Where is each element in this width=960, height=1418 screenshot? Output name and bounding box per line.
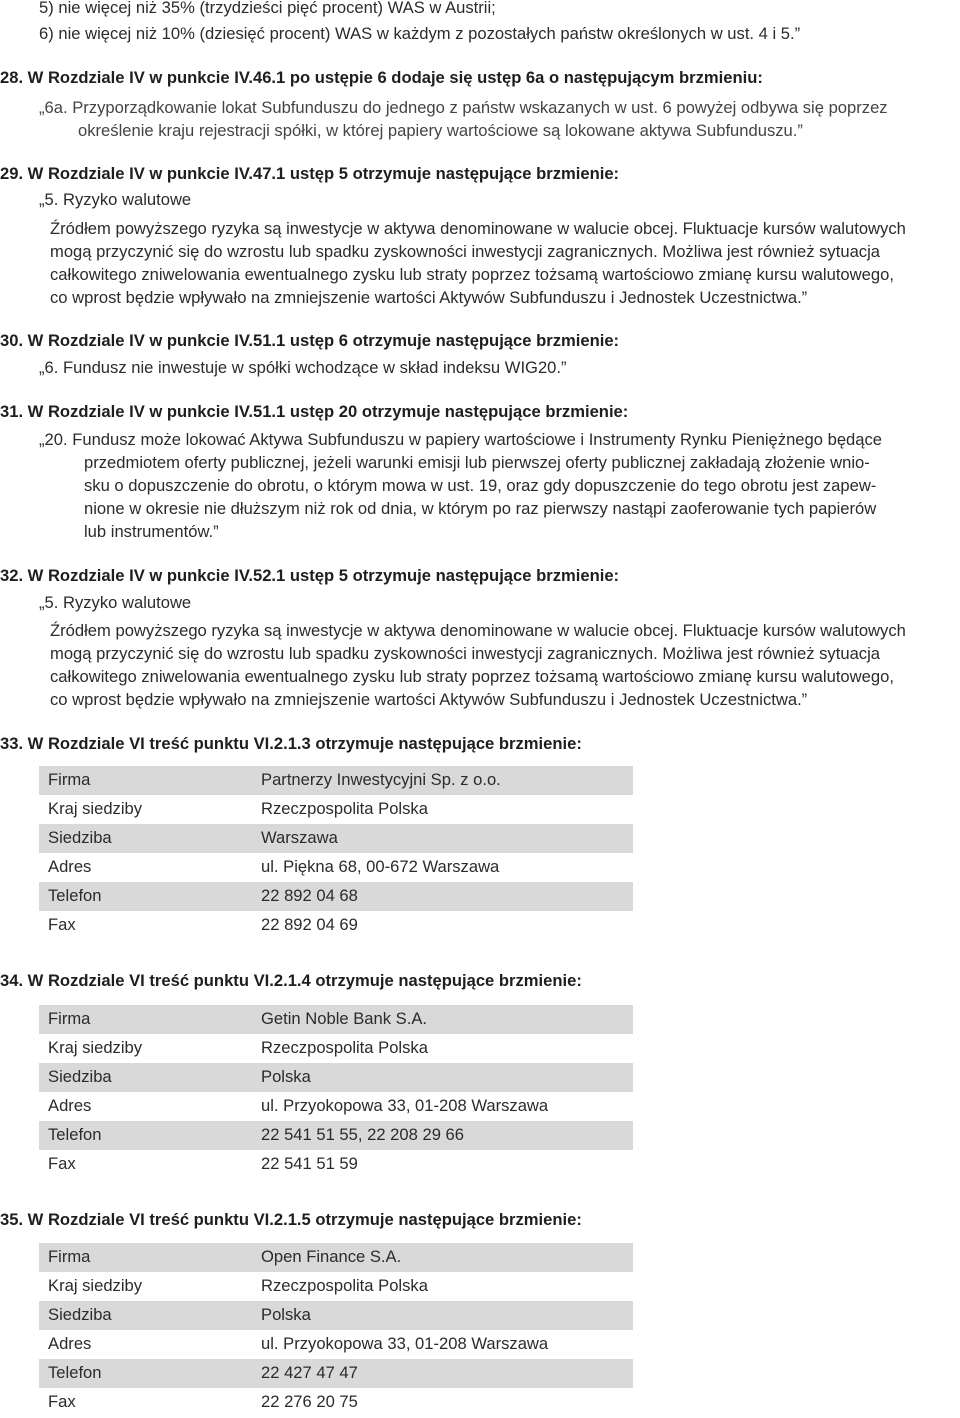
row-value: Polska (261, 1067, 311, 1086)
table-row (39, 795, 633, 824)
row-value: Rzeczpospolita Polska (261, 1038, 428, 1057)
section-32-line-1: Źródłem powyższego ryzyka są inwestycje w aktywa denominowane w walucie obcej. Fluktuacje kursów walutowych (50, 621, 906, 640)
row-value: 22 892 04 68 (261, 886, 358, 905)
table-row (39, 853, 633, 882)
section-30-text: „6. Fundusz nie inwestuje w spółki wchodzące w skład indeksu WIG20.” (39, 358, 567, 377)
row-label: Adres (48, 1096, 92, 1115)
section-32-line-3: całkowitego zniwelowania ewentualnego zysku lub straty poprzez tożsamą wartościowo zmianę kursu walutowego, (50, 667, 894, 686)
row-value: 22 427 47 47 (261, 1363, 358, 1382)
section-28-line-2: określenie kraju rejestracji spółki, w której papiery wartościowe są lokowane aktywa Subfunduszu.” (78, 121, 803, 140)
table-row (39, 1330, 633, 1359)
table-row (39, 1272, 633, 1301)
section-29-line-1: Źródłem powyższego ryzyka są inwestycje w aktywa denominowane w walucie obcej. Fluktuacje kursów walutowych (50, 219, 906, 238)
section-34-table (39, 1005, 633, 1179)
row-label: Siedziba (48, 1067, 112, 1086)
section-31-line-4: nione w okresie nie dłuższym niż rok od dnia, w którym po raz pierwszy nastąpi zaoferowanie tych papierów (84, 499, 877, 518)
section-31-heading: 31. W Rozdziale IV w punkcie IV.51.1 ustęp 20 otrzymuje następujące brzmienie: (0, 402, 629, 421)
section-29-line-2: mogą przyczynić się do wzrostu lub spadku zyskowności inwestycji zagranicznych. Możliwa jest również sytuacja (50, 242, 881, 261)
section-29-line-4: co wprost będzie wpływało na zmniejszenie wartości Aktywów Subfunduszu i Jednostek Uczestnictwa.” (50, 288, 808, 307)
section-29-subheading: „5. Ryzyko walutowe (39, 190, 192, 209)
section-28-heading: 28. W Rozdziale IV w punkcie IV.46.1 po ustępie 6 dodaje się ustęp 6a o następującym brzmieniu: (0, 68, 763, 87)
row-label: Fax (48, 915, 76, 934)
table-row (39, 766, 633, 795)
section-29-heading: 29. W Rozdziale IV w punkcie IV.47.1 ustęp 5 otrzymuje następujące brzmienie: (0, 164, 620, 183)
table-row (39, 1063, 633, 1092)
section-32-line-4: co wprost będzie wpływało na zmniejszenie wartości Aktywów Subfunduszu i Jednostek Uczestnictwa.” (50, 690, 808, 709)
row-label: Fax (48, 1392, 76, 1411)
table-row (39, 1301, 633, 1330)
row-label: Firma (48, 1247, 91, 1266)
table-row (39, 1150, 633, 1179)
table-row (39, 1243, 633, 1272)
row-label: Adres (48, 1334, 92, 1353)
list-item-5: 5) nie więcej niż 35% (trzydzieści pięć procent) WAS w Austrii; (39, 0, 496, 17)
row-value: ul. Piękna 68, 00-672 Warszawa (261, 857, 500, 876)
section-32-heading: 32. W Rozdziale IV w punkcie IV.52.1 ustęp 5 otrzymuje następujące brzmienie: (0, 566, 620, 585)
table-row (39, 1359, 633, 1388)
section-34-heading: 34. W Rozdziale VI treść punktu VI.2.1.4 otrzymuje następujące brzmienie: (0, 971, 582, 990)
row-value: ul. Przyokopowa 33, 01-208 Warszawa (261, 1096, 549, 1115)
row-value: Open Finance S.A. (261, 1247, 402, 1266)
section-33-table (39, 766, 633, 940)
section-31-line-3: sku o dopuszczenie do obrotu, o którym mowa w ust. 19, oraz gdy dopuszczenie do tego obrotu jest zapew- (84, 476, 877, 495)
row-label: Telefon (48, 1125, 102, 1144)
section-33-heading: 33. W Rozdziale VI treść punktu VI.2.1.3 otrzymuje następujące brzmienie: (0, 734, 582, 753)
row-label: Kraj siedziby (48, 1038, 143, 1057)
list-item-6: 6) nie więcej niż 10% (dziesięć procent) WAS w każdym z pozostałych państw określonych w ust. 4 i 5.” (39, 24, 801, 43)
table-row (39, 1121, 633, 1150)
table-row (39, 911, 633, 940)
row-value: Getin Noble Bank S.A. (261, 1009, 428, 1028)
section-31-line-2: przedmiotem oferty publicznej, jeżeli warunki emisji lub pierwszej oferty publicznej zakładają złożenie wnio- (84, 453, 870, 472)
table-row (39, 882, 633, 911)
section-31-line-5: lub instrumentów.” (84, 522, 219, 541)
table-row (39, 824, 633, 853)
section-32-line-2: mogą przyczynić się do wzrostu lub spadku zyskowności inwestycji zagranicznych. Możliwa jest również sytuacja (50, 644, 881, 663)
row-label: Telefon (48, 886, 102, 905)
row-label: Telefon (48, 1363, 102, 1382)
section-31-line-1: „20. Fundusz może lokować Aktywa Subfunduszu w papiery wartościowe i Instrumenty Rynku Pieniężnego będące (39, 430, 883, 449)
row-value: 22 892 04 69 (261, 915, 358, 934)
row-label: Firma (48, 1009, 91, 1028)
row-value: Warszawa (261, 828, 338, 847)
section-32-subheading: „5. Ryzyko walutowe (39, 593, 192, 612)
row-label: Kraj siedziby (48, 1276, 143, 1295)
row-label: Siedziba (48, 1305, 112, 1324)
section-28-line-1: „6a. Przyporządkowanie lokat Subfunduszu do jednego z państw wskazanych w ust. 6 powyżej odbywa się poprzez (39, 98, 888, 117)
row-value: Rzeczpospolita Polska (261, 799, 428, 818)
row-value: Partnerzy Inwestycyjni Sp. z o.o. (261, 770, 501, 789)
section-30-heading: 30. W Rozdziale IV w punkcie IV.51.1 ustęp 6 otrzymuje następujące brzmienie: (0, 331, 620, 350)
section-35-heading: 35. W Rozdziale VI treść punktu VI.2.1.5 otrzymuje następujące brzmienie: (0, 1210, 582, 1229)
row-label: Firma (48, 770, 91, 789)
row-value: Polska (261, 1305, 311, 1324)
table-row (39, 1092, 633, 1121)
row-label: Fax (48, 1154, 76, 1173)
table-row (39, 1005, 633, 1034)
row-value: ul. Przyokopowa 33, 01-208 Warszawa (261, 1334, 549, 1353)
section-29-line-3: całkowitego zniwelowania ewentualnego zysku lub straty poprzez tożsamą wartościowo zmianę kursu walutowego, (50, 265, 894, 284)
table-row (39, 1034, 633, 1063)
row-value: 22 276 20 75 (261, 1392, 358, 1411)
row-label: Kraj siedziby (48, 799, 143, 818)
section-35-table (39, 1243, 633, 1417)
row-label: Siedziba (48, 828, 112, 847)
row-value: Rzeczpospolita Polska (261, 1276, 428, 1295)
row-value: 22 541 51 55, 22 208 29 66 (261, 1125, 464, 1144)
table-row (39, 1388, 633, 1417)
row-value: 22 541 51 59 (261, 1154, 358, 1173)
row-label: Adres (48, 857, 92, 876)
